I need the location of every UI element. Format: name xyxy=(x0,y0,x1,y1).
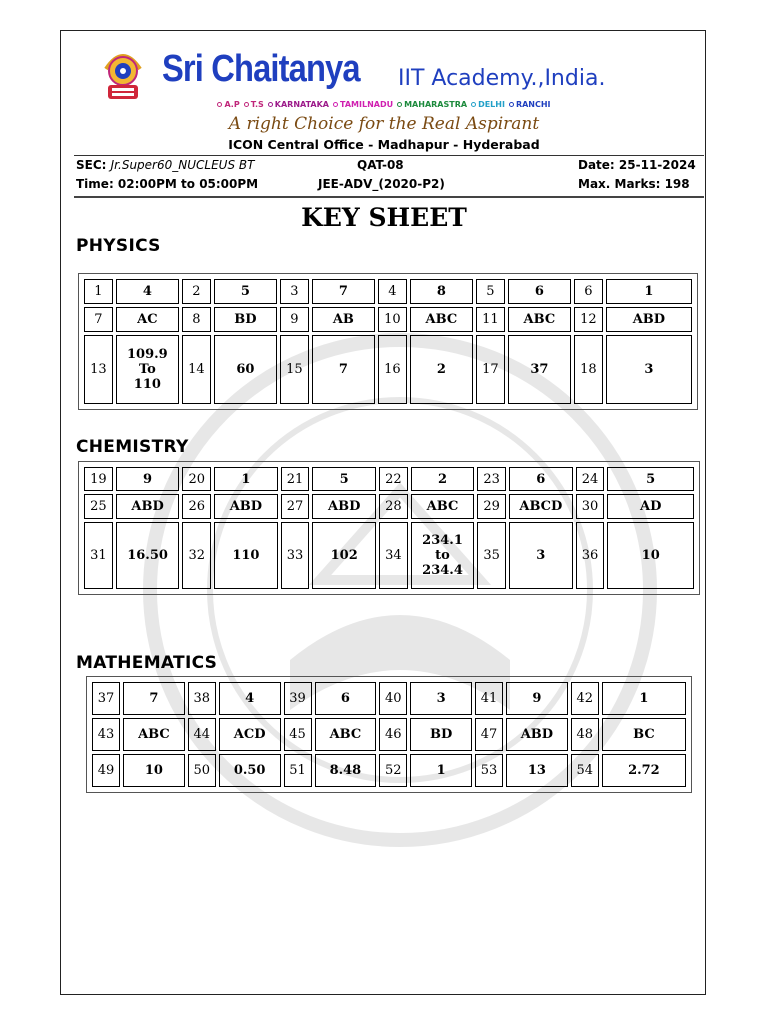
question-number: 38 xyxy=(188,682,216,715)
bullet-icon xyxy=(244,102,249,107)
bullet-icon xyxy=(509,102,514,107)
answer-key: 7 xyxy=(123,682,185,715)
answer-key: ABD xyxy=(506,718,568,751)
bullet-icon xyxy=(333,102,338,107)
answer-key: BD xyxy=(214,307,277,332)
question-number: 25 xyxy=(84,494,113,518)
bullet-icon xyxy=(397,102,402,107)
question-number: 1 xyxy=(84,279,113,304)
max-marks: Max. Marks: 198 xyxy=(578,177,690,191)
section-info xyxy=(76,158,254,172)
answer-key: ABD xyxy=(116,494,179,518)
exam-code: QAT-08 xyxy=(357,158,404,172)
answer-key: 1 xyxy=(602,682,686,715)
answer-grid-mathematics xyxy=(86,676,692,793)
question-number: 29 xyxy=(477,494,506,518)
answer-key: 37 xyxy=(508,335,571,404)
question-number: 40 xyxy=(379,682,407,715)
office-address: ICON Central Office - Madhapur - Hyderabad xyxy=(228,137,540,152)
state-label: RANCHI xyxy=(515,100,551,109)
table-row xyxy=(84,279,692,304)
state-label: DELHI xyxy=(478,100,505,109)
question-number: 20 xyxy=(182,467,211,491)
answer-table-mathematics xyxy=(89,679,689,790)
question-number: 33 xyxy=(281,522,310,589)
answer-key: 6 xyxy=(315,682,377,715)
answer-key: AC xyxy=(116,307,179,332)
bullet-icon xyxy=(217,102,222,107)
question-number: 16 xyxy=(378,335,407,404)
question-number: 2 xyxy=(182,279,211,304)
state-label: MAHARASTRA xyxy=(404,100,468,109)
table-row xyxy=(92,682,686,715)
answer-key: 234.1 to 234.4 xyxy=(411,522,474,589)
question-number: 31 xyxy=(84,522,113,589)
answer-key: AD xyxy=(607,494,694,518)
answer-key: ABC xyxy=(508,307,571,332)
answer-key: 2.72 xyxy=(602,754,686,787)
question-number: 43 xyxy=(92,718,120,751)
question-number: 5 xyxy=(476,279,505,304)
answer-key: 8.48 xyxy=(315,754,377,787)
answer-key: 10 xyxy=(607,522,694,589)
paper-code: JEE-ADV_(2020-P2) xyxy=(318,177,445,191)
answer-table-chemistry xyxy=(81,464,697,592)
answer-key: ABD xyxy=(606,307,692,332)
answer-key: 7 xyxy=(312,335,375,404)
answer-key: 3 xyxy=(509,522,572,589)
bullet-icon xyxy=(268,102,273,107)
question-number: 42 xyxy=(571,682,599,715)
answer-key: 5 xyxy=(214,279,277,304)
question-number: 50 xyxy=(188,754,216,787)
question-number: 23 xyxy=(477,467,506,491)
question-number: 12 xyxy=(574,307,603,332)
sri-chaitanya-logo xyxy=(100,47,146,105)
answer-key: ABC xyxy=(411,494,474,518)
question-number: 48 xyxy=(571,718,599,751)
answer-key: 7 xyxy=(312,279,375,304)
state-list xyxy=(0,100,768,109)
question-number: 18 xyxy=(574,335,603,404)
answer-key: 3 xyxy=(410,682,472,715)
brand-subtitle: IIT Academy.,India. xyxy=(398,66,606,91)
question-number: 51 xyxy=(284,754,312,787)
answer-key: 16.50 xyxy=(116,522,179,589)
answer-key: 4 xyxy=(219,682,281,715)
question-number: 53 xyxy=(475,754,503,787)
question-number: 49 xyxy=(92,754,120,787)
exam-date: Date: 25-11-2024 xyxy=(578,158,696,172)
answer-key: 9 xyxy=(506,682,568,715)
table-row xyxy=(84,494,694,518)
question-number: 34 xyxy=(379,522,408,589)
answer-key: BC xyxy=(602,718,686,751)
question-number: 37 xyxy=(92,682,120,715)
question-number: 39 xyxy=(284,682,312,715)
answer-key: 5 xyxy=(607,467,694,491)
answer-key: ACD xyxy=(219,718,281,751)
section-heading-physics: PHYSICS xyxy=(76,236,161,256)
question-number: 27 xyxy=(281,494,310,518)
answer-key: 3 xyxy=(606,335,692,404)
state-label: A.P xyxy=(224,100,240,109)
question-number: 30 xyxy=(576,494,605,518)
question-number: 22 xyxy=(379,467,408,491)
brand-main: Sri Chaitanya xyxy=(162,48,360,90)
state-label: T.S xyxy=(250,100,264,109)
table-row xyxy=(84,335,692,404)
question-number: 21 xyxy=(281,467,310,491)
divider-bottom xyxy=(74,196,704,198)
question-number: 10 xyxy=(378,307,407,332)
question-number: 35 xyxy=(477,522,506,589)
answer-key: 10 xyxy=(123,754,185,787)
answer-key: 1 xyxy=(410,754,472,787)
sec-label: SEC: xyxy=(76,158,107,172)
question-number: 4 xyxy=(378,279,407,304)
question-number: 8 xyxy=(182,307,211,332)
answer-key: 0.50 xyxy=(219,754,281,787)
question-number: 26 xyxy=(182,494,211,518)
answer-key: 6 xyxy=(509,467,572,491)
answer-grid-physics xyxy=(78,273,698,410)
state-label: KARNATAKA xyxy=(274,100,329,109)
answer-key: 102 xyxy=(312,522,375,589)
state-item xyxy=(268,100,329,109)
divider-top xyxy=(74,155,704,156)
question-number: 24 xyxy=(576,467,605,491)
question-number: 13 xyxy=(84,335,113,404)
sec-value: Jr.Super60_NUCLEUS BT xyxy=(110,158,255,172)
question-number: 17 xyxy=(476,335,505,404)
answer-key: 13 xyxy=(506,754,568,787)
answer-key: 9 xyxy=(116,467,179,491)
state-item xyxy=(217,100,239,109)
question-number: 14 xyxy=(182,335,211,404)
answer-key: BD xyxy=(410,718,472,751)
state-item xyxy=(333,100,393,109)
answer-key: 110 xyxy=(214,522,277,589)
question-number: 9 xyxy=(280,307,309,332)
state-item xyxy=(397,100,467,109)
answer-key: ABCD xyxy=(509,494,572,518)
brand-name xyxy=(162,48,392,91)
table-row xyxy=(92,754,686,787)
table-row xyxy=(84,467,694,491)
answer-key: 8 xyxy=(410,279,473,304)
answer-key: 6 xyxy=(508,279,571,304)
question-number: 44 xyxy=(188,718,216,751)
answer-key: ABC xyxy=(410,307,473,332)
state-label: TAMILNADU xyxy=(340,100,394,109)
table-row xyxy=(84,307,692,332)
question-number: 47 xyxy=(475,718,503,751)
table-row xyxy=(84,522,694,589)
question-number: 41 xyxy=(475,682,503,715)
question-number: 28 xyxy=(379,494,408,518)
question-number: 11 xyxy=(476,307,505,332)
exam-time: Time: 02:00PM to 05:00PM xyxy=(76,177,259,191)
section-heading-chemistry: CHEMISTRY xyxy=(76,437,189,457)
answer-grid-chemistry xyxy=(78,461,700,595)
question-number: 19 xyxy=(84,467,113,491)
question-number: 54 xyxy=(571,754,599,787)
answer-key: ABD xyxy=(214,494,277,518)
bullet-icon xyxy=(471,102,476,107)
answer-key: ABC xyxy=(315,718,377,751)
answer-key: 1 xyxy=(606,279,692,304)
question-number: 3 xyxy=(280,279,309,304)
question-number: 6 xyxy=(574,279,603,304)
answer-key: 4 xyxy=(116,279,179,304)
answer-key: 60 xyxy=(214,335,277,404)
question-number: 46 xyxy=(379,718,407,751)
tagline: A right Choice for the Real Aspirant xyxy=(228,114,540,134)
question-number: 7 xyxy=(84,307,113,332)
section-heading-mathematics: MATHEMATICS xyxy=(76,653,218,673)
question-number: 36 xyxy=(576,522,605,589)
answer-table-physics xyxy=(81,276,695,407)
question-number: 45 xyxy=(284,718,312,751)
answer-key: ABD xyxy=(312,494,375,518)
answer-key: 109.9 To 110 xyxy=(116,335,179,404)
answer-key: 2 xyxy=(411,467,474,491)
question-number: 15 xyxy=(280,335,309,404)
question-number: 32 xyxy=(182,522,211,589)
state-item xyxy=(244,100,264,109)
answer-key: AB xyxy=(312,307,375,332)
answer-key: ABC xyxy=(123,718,185,751)
page-title: KEY SHEET xyxy=(301,203,467,232)
state-item xyxy=(509,100,551,109)
answer-key: 2 xyxy=(410,335,473,404)
answer-key: 5 xyxy=(312,467,375,491)
question-number: 52 xyxy=(379,754,407,787)
answer-key: 1 xyxy=(214,467,277,491)
table-row xyxy=(92,718,686,751)
state-item xyxy=(471,100,505,109)
